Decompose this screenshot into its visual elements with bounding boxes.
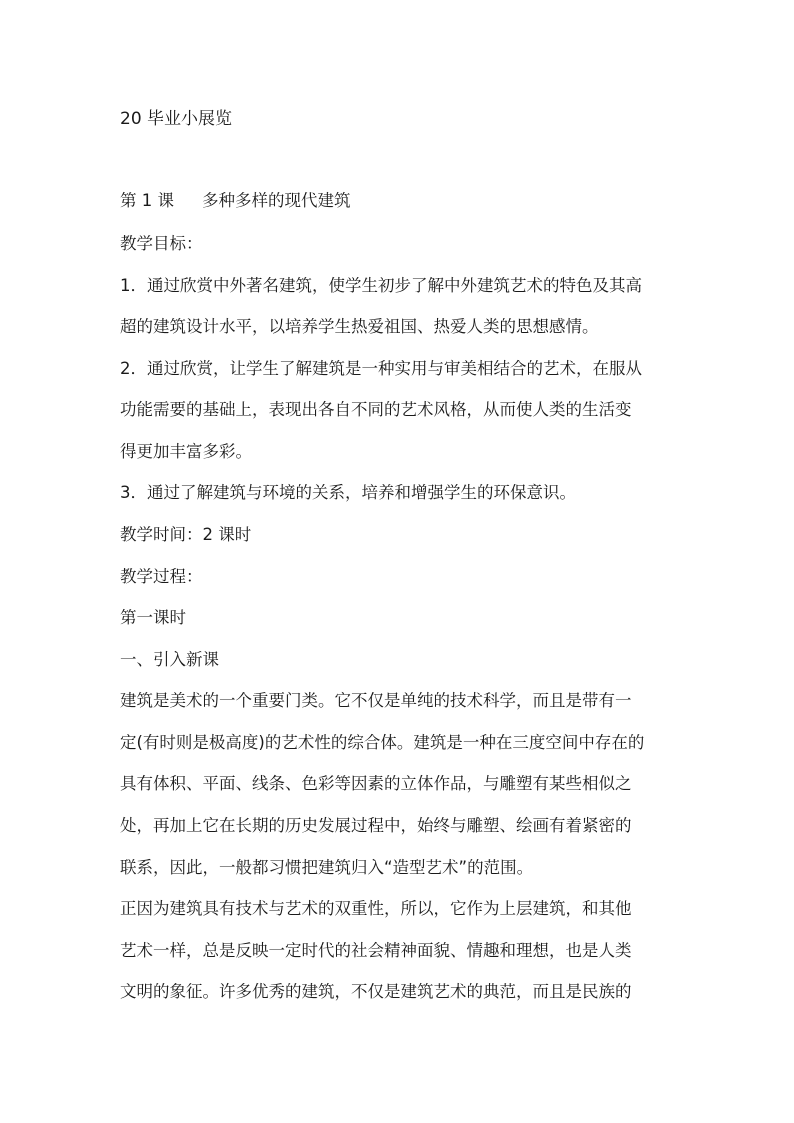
lesson-heading — [120, 190, 676, 212]
teaching-time: 教学时间：2 课时 — [120, 525, 252, 544]
text-line: 2．通过欣赏，让学生了解建筑是一种实用与审美相结合的艺术，在服从 — [120, 359, 642, 378]
text-line: 联系，因此，一般都习惯把建筑归入“造型艺术”的范围。 — [120, 858, 534, 877]
lesson-number: 第 1 课 — [120, 191, 174, 210]
text-line: 得更加丰富多彩。 — [120, 442, 252, 461]
text-line: 定(有时则是极高度)的艺术性的综合体。建筑是一种在三度空间中存在的 — [120, 733, 645, 752]
text-line: 具有体积、平面、线条、色彩等因素的立体作品，与雕塑有某些相似之 — [120, 774, 632, 793]
text-line: 3．通过了解建筑与环境的关系，培养和增强学生的环保意识。 — [120, 483, 576, 502]
text-line: 艺术一样，总是反映一定时代的社会精神面貌、情趣和理想，也是人类 — [120, 941, 632, 960]
section-heading: 一、引入新课 — [120, 650, 219, 669]
objectives-heading: 教学目标： — [120, 234, 203, 253]
first-period-heading: 第一课时 — [120, 608, 186, 627]
text-line: 超的建筑设计水平，以培养学生热爱祖国、热爱人类的思想感情。 — [120, 317, 599, 336]
text-line: 功能需要的基础上，表现出各自不同的艺术风格，从而使人类的生活变 — [120, 400, 632, 419]
lesson-name: 多种多样的现代建筑 — [202, 191, 351, 210]
text-line: 正因为建筑具有技术与艺术的双重性，所以，它作为上层建筑，和其他 — [120, 899, 632, 918]
text-line: 1．通过欣赏中外著名建筑，使学生初步了解中外建筑艺术的特色及其高 — [120, 276, 642, 295]
process-heading: 教学过程： — [120, 567, 203, 586]
text-line: 建筑是美术的一个重要门类。它不仅是单纯的技术科学，而且是带有一 — [120, 691, 632, 710]
text-line: 处，再加上它在长期的历史发展过程中，始终与雕塑、绘画有着紧密的 — [120, 816, 632, 835]
unit-title: 20 毕业小展览 — [120, 109, 233, 129]
text-line: 文明的象征。许多优秀的建筑，不仅是建筑艺术的典范，而且是民族的 — [120, 982, 632, 1001]
